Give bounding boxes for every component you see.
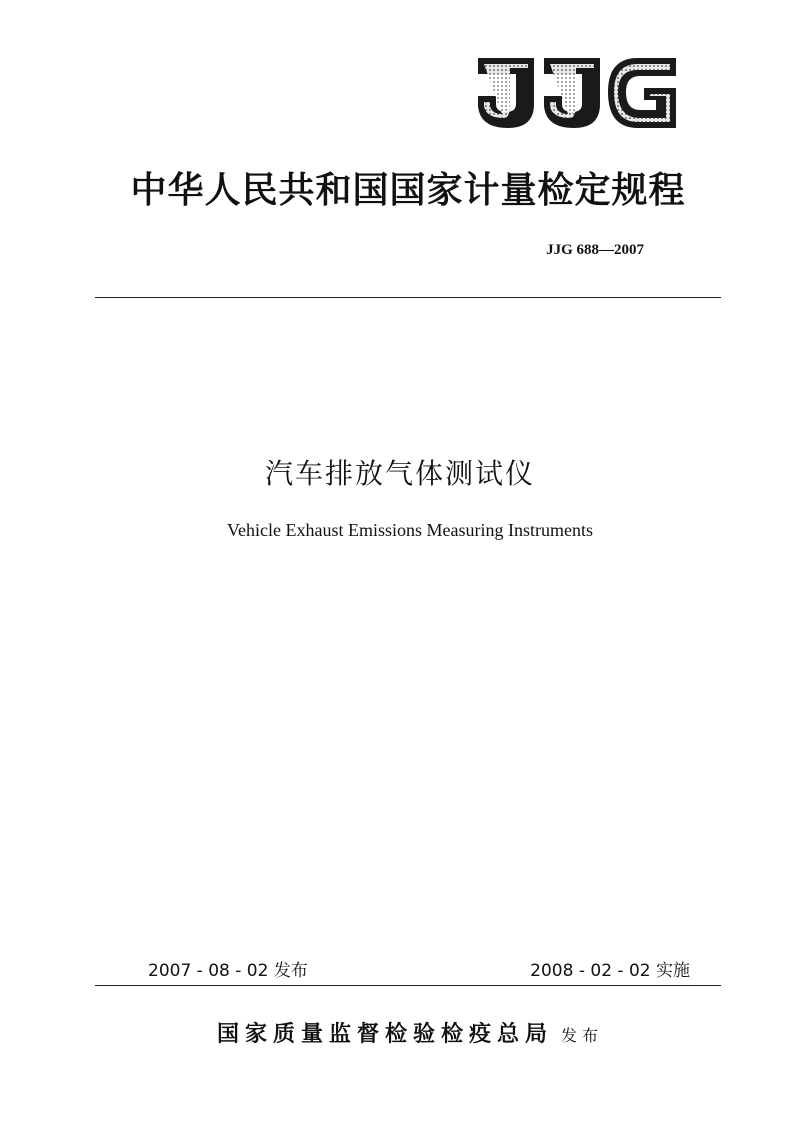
logo-letter-j2 bbox=[544, 58, 600, 128]
publisher-line bbox=[160, 1017, 660, 1048]
logo-letter-j1 bbox=[478, 58, 534, 128]
logo-letter-g bbox=[608, 58, 676, 128]
implementation-date: 2008 - 02 - 02 实施 bbox=[530, 961, 690, 981]
document-title-chinese: 汽车排放气体测试仪 bbox=[264, 457, 535, 490]
header-divider bbox=[95, 297, 721, 298]
regulation-series-title: 中华人民共和国国家计量检定规程 bbox=[130, 169, 686, 211]
issuing-authority: 国家质量监督检验检疫总局 bbox=[216, 1021, 553, 1047]
document-title-english: Vehicle Exhaust Emissions Measuring Instruments bbox=[227, 520, 593, 540]
publish-label: 发布 bbox=[561, 1026, 604, 1045]
standard-number: JJG 688—2007 bbox=[546, 242, 644, 258]
issue-date: 2007 - 08 - 02 发布 bbox=[148, 961, 308, 981]
footer-divider bbox=[95, 985, 721, 986]
jjg-logo bbox=[472, 52, 682, 132]
